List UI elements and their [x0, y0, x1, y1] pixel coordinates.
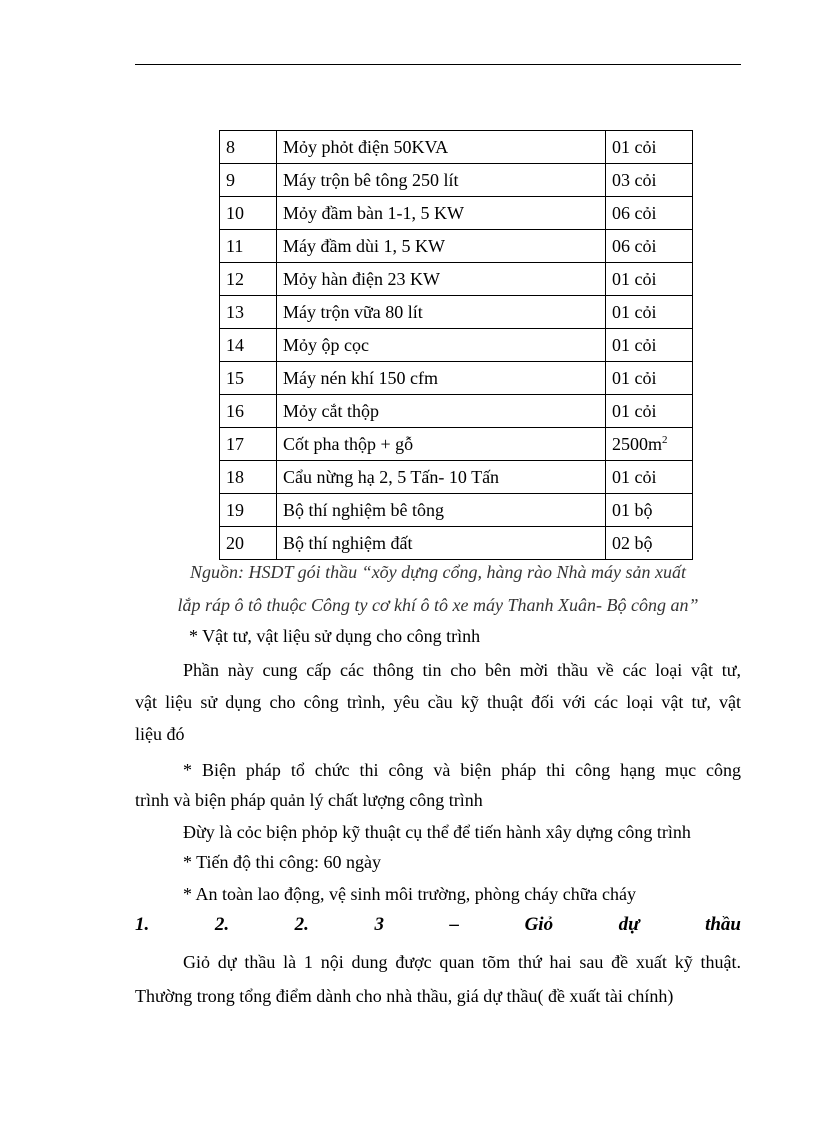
equipment-table	[219, 130, 693, 560]
measures-line-1: * Biện pháp tổ chức thi công và biện pháp thi công hạng mục công	[183, 760, 741, 780]
equipment-quantity	[606, 164, 693, 197]
table-row	[220, 329, 693, 362]
row-number-text: 8	[226, 137, 235, 157]
equipment-name	[277, 461, 606, 494]
row-number-text: 11	[226, 236, 244, 256]
source-note-line-2: lắp ráp ô tô thuộc Công ty cơ khí ô tô xe máy Thanh Xuân- Bộ công an”	[177, 595, 699, 615]
section-heading-word: thầu	[705, 914, 741, 935]
section-heading	[135, 914, 741, 936]
section-heading-word: 2.	[294, 914, 309, 935]
section-heading-word: –	[449, 914, 459, 935]
section-heading-word: Giỏ	[524, 914, 554, 935]
section-heading-word: 1.	[135, 914, 150, 935]
equipment-name-text: Máy trộn vữa 80 lít	[283, 302, 423, 322]
equipment-quantity	[606, 461, 693, 494]
equipment-name	[277, 197, 606, 230]
equipment-quantity-text: 2500m	[612, 434, 663, 454]
equipment-quantity-text: 03 cỏi	[612, 170, 657, 190]
row-number	[220, 461, 277, 494]
equipment-name-text: Cốt pha thộp + gỗ	[283, 434, 414, 454]
equipment-name-text: Bộ thí nghiệm đất	[283, 533, 413, 553]
equipment-quantity	[606, 296, 693, 329]
equipment-quantity-text: 01 cỏi	[612, 302, 657, 322]
materials-heading: * Vật tư, vật liệu sử dụng cho công trình	[189, 626, 481, 646]
equipment-name-text: Mỏy phỏt điện 50KVA	[283, 137, 449, 157]
equipment-quantity	[606, 527, 693, 560]
price-line-1: Giỏ dự thầu là 1 nội dung được quan tõm thứ hai sau đề xuất kỹ thuật.	[183, 952, 741, 972]
section-heading-word: 2.	[214, 914, 230, 935]
equipment-quantity	[606, 428, 693, 461]
row-number	[220, 197, 277, 230]
row-number-text: 15	[226, 368, 244, 388]
row-number	[220, 362, 277, 395]
equipment-quantity-text: 01 cỏi	[612, 137, 657, 157]
measures-line-2: trình và biện pháp quản lý chất lượng công trình	[135, 790, 483, 810]
equipment-name-text: Máy nén khí 150 cfm	[283, 368, 438, 388]
equipment-quantity-text: 02 bộ	[612, 533, 653, 553]
row-number	[220, 164, 277, 197]
equipment-name-text: Mỏy cắt thộp	[283, 401, 379, 421]
row-number	[220, 494, 277, 527]
table-row	[220, 362, 693, 395]
equipment-name-text: Mỏy đầm bàn 1-1, 5 KW	[283, 203, 464, 223]
equipment-name	[277, 131, 606, 164]
equipment-name	[277, 527, 606, 560]
equipment-name	[277, 362, 606, 395]
equipment-quantity	[606, 197, 693, 230]
equipment-quantity	[606, 395, 693, 428]
equipment-quantity	[606, 230, 693, 263]
equipment-name-text: Cẩu nừng hạ 2, 5 Tấn- 10 Tấn	[283, 467, 500, 487]
equipment-name-text: Mỏy ộp cọc	[283, 335, 369, 355]
table-row	[220, 395, 693, 428]
price-line-2: Thường trong tổng điểm dành cho nhà thầu, giá dự thầu( đề xuất tài chính)	[135, 986, 674, 1006]
equipment-quantity	[606, 494, 693, 527]
equipment-quantity-text: 01 cỏi	[612, 269, 657, 289]
equipment-name-text: Máy đầm dùi 1, 5 KW	[283, 236, 445, 256]
materials-line-3: liệu đó	[135, 724, 185, 744]
row-number-text: 17	[226, 434, 244, 454]
equipment-name	[277, 395, 606, 428]
table-row	[220, 527, 693, 560]
equipment-name-text: Máy trộn bê tông 250 lít	[283, 170, 459, 190]
table-row	[220, 164, 693, 197]
equipment-name	[277, 230, 606, 263]
row-number-text: 14	[226, 335, 244, 355]
section-heading-word: dự	[618, 914, 640, 935]
equipment-quantity	[606, 131, 693, 164]
schedule-line: * Tiến độ thi công: 60 ngày	[183, 852, 382, 872]
row-number-text: 13	[226, 302, 244, 322]
safety-line: * An toàn lao động, vệ sinh môi trường, phòng cháy chữa cháy	[183, 884, 636, 904]
equipment-name	[277, 329, 606, 362]
row-number	[220, 329, 277, 362]
table-row	[220, 461, 693, 494]
equipment-quantity-text: 01 cỏi	[612, 368, 657, 388]
row-number-text: 20	[226, 533, 244, 553]
row-number	[220, 395, 277, 428]
equipment-name	[277, 428, 606, 461]
row-number-text: 18	[226, 467, 244, 487]
table-row	[220, 230, 693, 263]
source-note-line-1: Nguồn: HSDT gói thầu “xõy dựng cổng, hàng rào Nhà máy sản xuất	[190, 562, 686, 582]
equipment-quantity-text: 01 bộ	[612, 500, 653, 520]
equipment-name	[277, 164, 606, 197]
equipment-quantity-text: 01 cỏi	[612, 467, 657, 487]
row-number	[220, 428, 277, 461]
row-number-text: 10	[226, 203, 244, 223]
table-row	[220, 428, 693, 461]
equipment-quantity-text: 01 cỏi	[612, 401, 657, 421]
row-number	[220, 296, 277, 329]
row-number	[220, 263, 277, 296]
row-number	[220, 131, 277, 164]
row-number	[220, 527, 277, 560]
table-row	[220, 131, 693, 164]
equipment-quantity-text: 06 cỏi	[612, 236, 657, 256]
table-row	[220, 494, 693, 527]
equipment-name-text: Mỏy hàn điện 23 KW	[283, 269, 440, 289]
row-number	[220, 230, 277, 263]
materials-line-1: Phần này cung cấp các thông tin cho bên mời thầu về các loại vật tư,	[183, 660, 741, 680]
measures-detail: Đừy là cỏc biện phỏp kỹ thuật cụ thể để tiến hành xây dựng công trình	[183, 822, 691, 842]
row-number-text: 12	[226, 269, 244, 289]
row-number-text: 19	[226, 500, 244, 520]
equipment-name-text: Bộ thí nghiệm bê tông	[283, 500, 444, 520]
table-row	[220, 263, 693, 296]
table-row	[220, 296, 693, 329]
equipment-name	[277, 296, 606, 329]
equipment-quantity-text: 01 cỏi	[612, 335, 657, 355]
row-number-text: 16	[226, 401, 244, 421]
quantity-superscript: 2	[662, 434, 668, 446]
equipment-quantity	[606, 362, 693, 395]
materials-line-2: vật liệu sử dụng cho công trình, yêu cầu kỹ thuật đối với các loại vật tư, vật	[135, 692, 741, 712]
row-number-text: 9	[226, 170, 235, 190]
equipment-quantity	[606, 263, 693, 296]
header-rule	[135, 64, 741, 65]
equipment-quantity	[606, 329, 693, 362]
section-heading-word: 3	[374, 914, 384, 935]
equipment-name	[277, 494, 606, 527]
equipment-quantity-text: 06 cỏi	[612, 203, 657, 223]
equipment-name	[277, 263, 606, 296]
table-row	[220, 197, 693, 230]
